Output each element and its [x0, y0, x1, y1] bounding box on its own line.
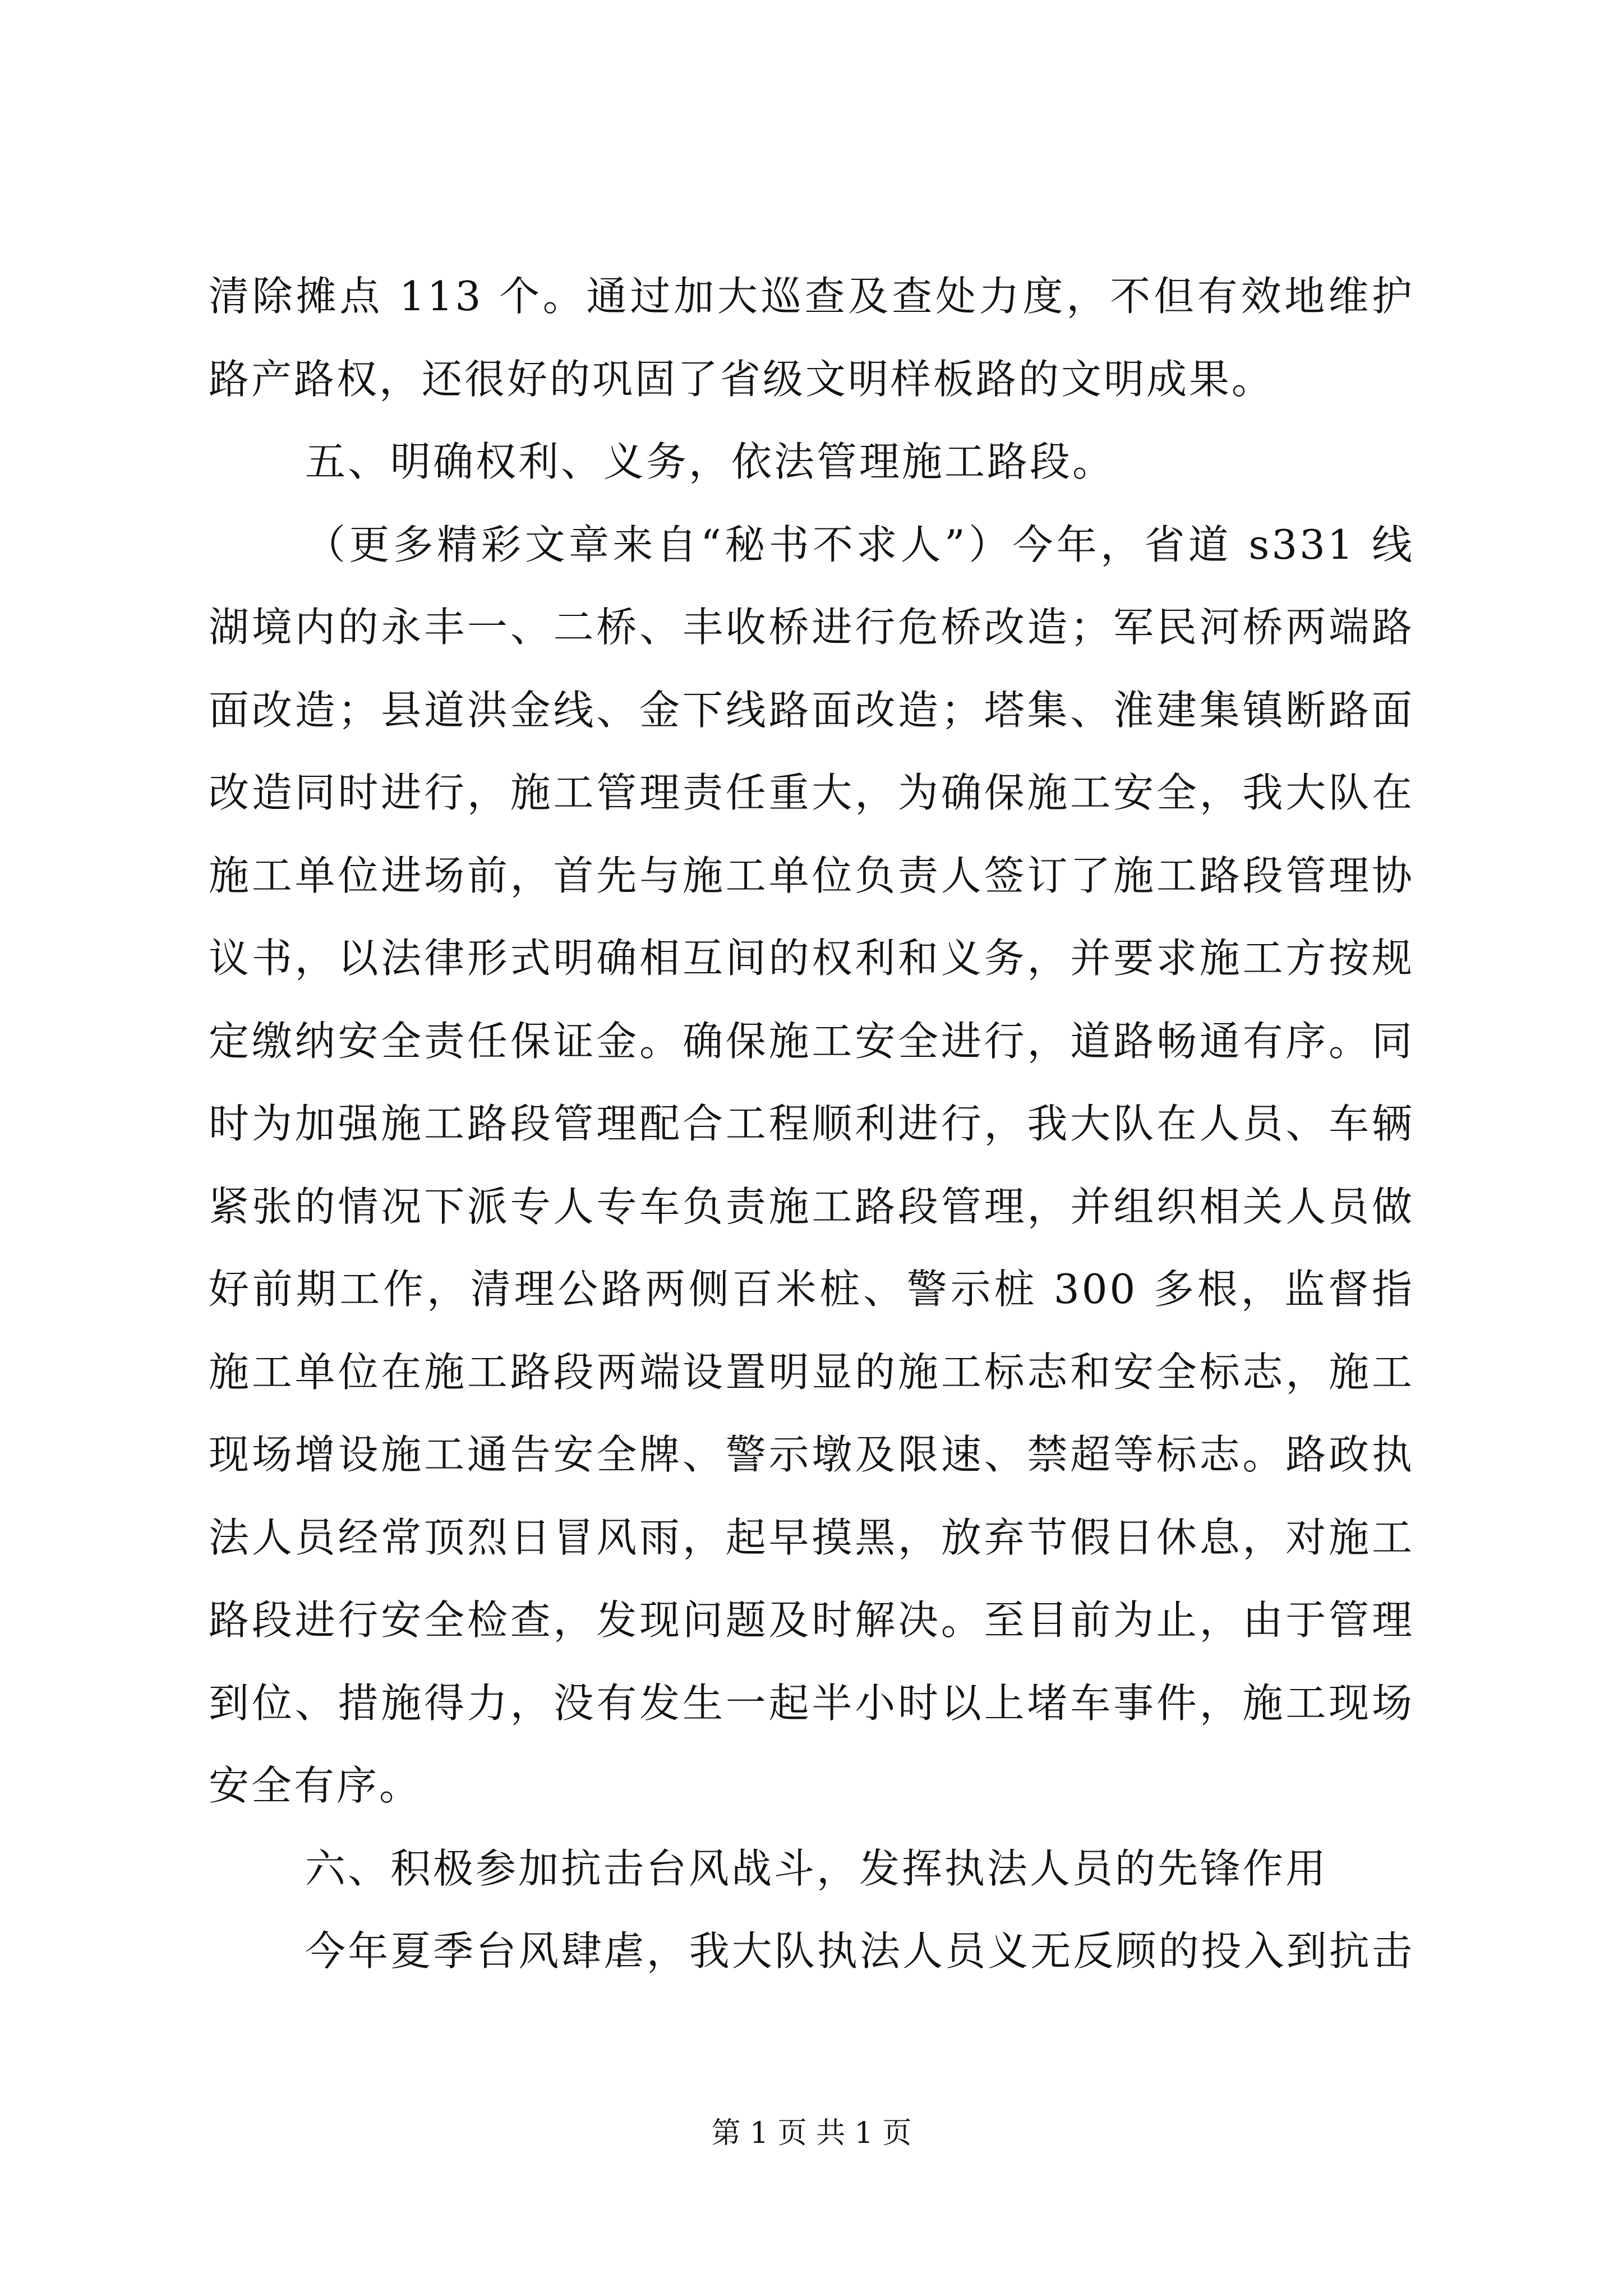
text-line: 好前期工作，清理公路两侧百米桩、警示桩 300 多根，监督指 [209, 1266, 1414, 1313]
text-line: 面改造；县道洪金线、金下线路面改造；塔集、淮建集镇断路面 [209, 686, 1414, 734]
text-line: 路段进行安全检查，发现问题及时解决。至目前为止，由于管理 [209, 1596, 1414, 1644]
text-line: 时为加强施工路段管理配合工程顺利进行，我大队在人员、车辆 [209, 1100, 1414, 1147]
text-line: 路产路权，还很好的巩固了省级文明样板路的文明成果。 [209, 355, 1275, 403]
document-body [209, 255, 1414, 1993]
text-line: 到位、措施得力，没有发生一起半小时以上堵车事件，施工现场 [209, 1679, 1414, 1727]
text-line: 紧张的情况下派专人专车负责施工路段管理，并组织相关人员做 [209, 1182, 1414, 1230]
text-line: 议书，以法律形式明确相互间的权利和义务，并要求施工方按规 [209, 935, 1414, 982]
text-line: （更多精彩文章来自“秘书不求人”）今年，省道 s331 线 [305, 521, 1414, 568]
text-line: 施工单位在施工路段两端设置明显的施工标志和安全标志，施工 [209, 1348, 1414, 1396]
text-line: 现场增设施工通告安全牌、警示墩及限速、禁超等标志。路政执 [209, 1431, 1414, 1478]
text-line: 法人员经常顶烈日冒风雨，起早摸黑，放弃节假日休息，对施工 [209, 1513, 1414, 1561]
text-line: 安全有序。 [209, 1762, 422, 1809]
text-line: 湖境内的永丰一、二桥、丰收桥进行危桥改造；军民河桥两端路 [209, 604, 1414, 651]
section-heading-6: 六、积极参加抗击台风战斗，发挥执法人员的先锋作用 [305, 1844, 1329, 1892]
text-line: 改造同时进行，施工管理责任重大，为确保施工安全，我大队在 [209, 769, 1414, 816]
page-number-label: 第 1 页 共 1 页 [711, 2116, 912, 2150]
page-footer [0, 2109, 1623, 2151]
text-line: 今年夏季台风肆虐，我大队执法人员义无反顾的投入到抗击 [305, 1927, 1414, 1975]
text-line: 施工单位进场前，首先与施工单位负责人签订了施工路段管理协 [209, 852, 1414, 899]
text-line: 定缴纳安全责任保证金。确保施工安全进行，道路畅通有序。同 [209, 1017, 1414, 1065]
text-line: 清除摊点 113 个。通过加大巡查及查处力度，不但有效地维护 [209, 273, 1414, 320]
section-heading-5: 五、明确权利、义务，依法管理施工路段。 [305, 438, 1115, 485]
